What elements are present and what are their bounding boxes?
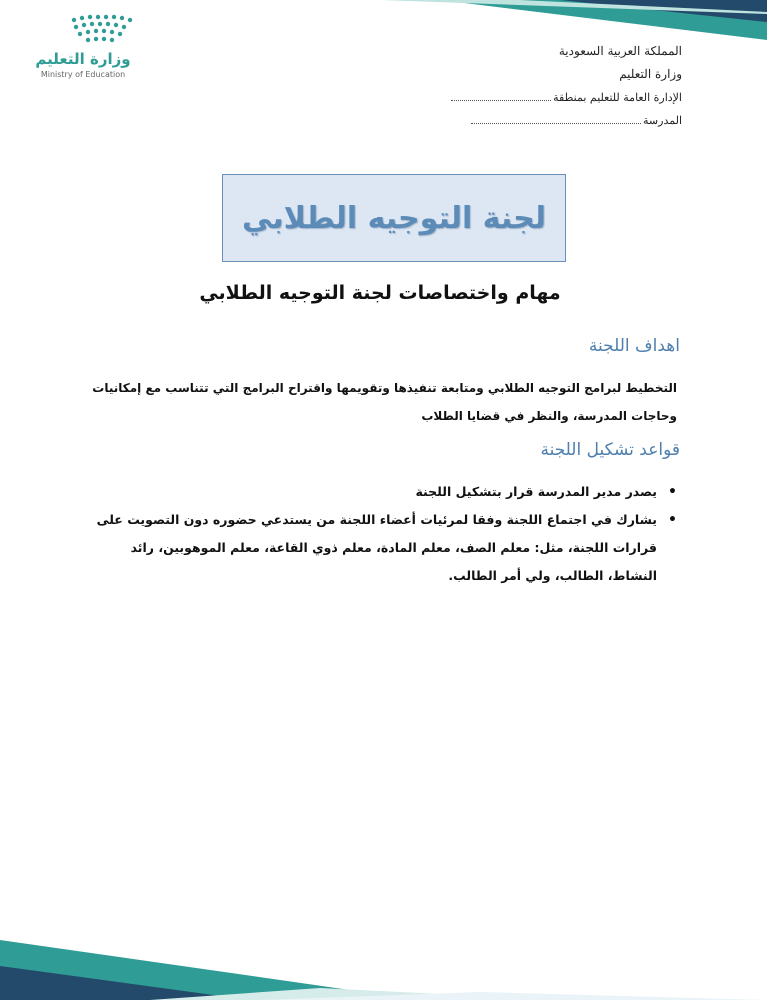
page-title: لجنة التوجيه الطلابي bbox=[241, 200, 547, 236]
admin-label: الإدارة العامة للتعليم بمنطقة bbox=[553, 91, 682, 104]
admin-blank bbox=[451, 88, 551, 101]
ministry-name: وزارة التعليم bbox=[619, 67, 682, 81]
rules-list bbox=[87, 478, 677, 590]
bullet-icon: • bbox=[668, 484, 677, 500]
header-info bbox=[362, 40, 682, 132]
bullet-icon: • bbox=[668, 512, 677, 528]
rule-text: يصدر مدير المدرسة قرار بتشكيل اللجنة bbox=[415, 484, 657, 499]
country-name: المملكة العربية السعودية bbox=[558, 44, 682, 58]
list-item bbox=[87, 506, 677, 590]
goals-heading: اهداف اللجنة bbox=[588, 336, 680, 356]
school-line bbox=[362, 109, 682, 132]
school-blank bbox=[471, 111, 641, 124]
logo-dots-icon bbox=[66, 14, 136, 46]
list-item bbox=[87, 478, 677, 506]
page-subtitle: مهام واختصاصات لجنة التوجيه الطلابي bbox=[199, 282, 561, 304]
title-box bbox=[222, 174, 566, 262]
rules-heading: قواعد تشكيل اللجنة bbox=[540, 440, 680, 460]
goals-text: التخطيط لبرامج التوجيه الطلابي ومتابعة تنفيذها وتقويمها واقتراح البرامج التي تتناسب مع إمكانيات وحاجات المدرسة، والنظر في قضايا الطلاب bbox=[92, 381, 677, 423]
ministry-logo bbox=[28, 14, 138, 84]
admin-line bbox=[362, 86, 682, 109]
logo-arabic-name: وزارة التعليم bbox=[35, 50, 131, 68]
bottom-corner-decoration bbox=[0, 930, 767, 1000]
rule-text: يشارك في اجتماع اللجنة وفقا لمرئيات أعضاء اللجنة من يستدعي حضوره دون التصويت على قرارات اللجنة، مثل: معلم الصف، معلم المادة، معلم ذوي القاعة، معلم الموهوبين، رائد النشاط، الطالب، ولي أمر الطالب. bbox=[96, 512, 657, 583]
school-label: المدرسة bbox=[643, 114, 682, 127]
logo-english-name: Ministry of Education bbox=[40, 70, 126, 79]
